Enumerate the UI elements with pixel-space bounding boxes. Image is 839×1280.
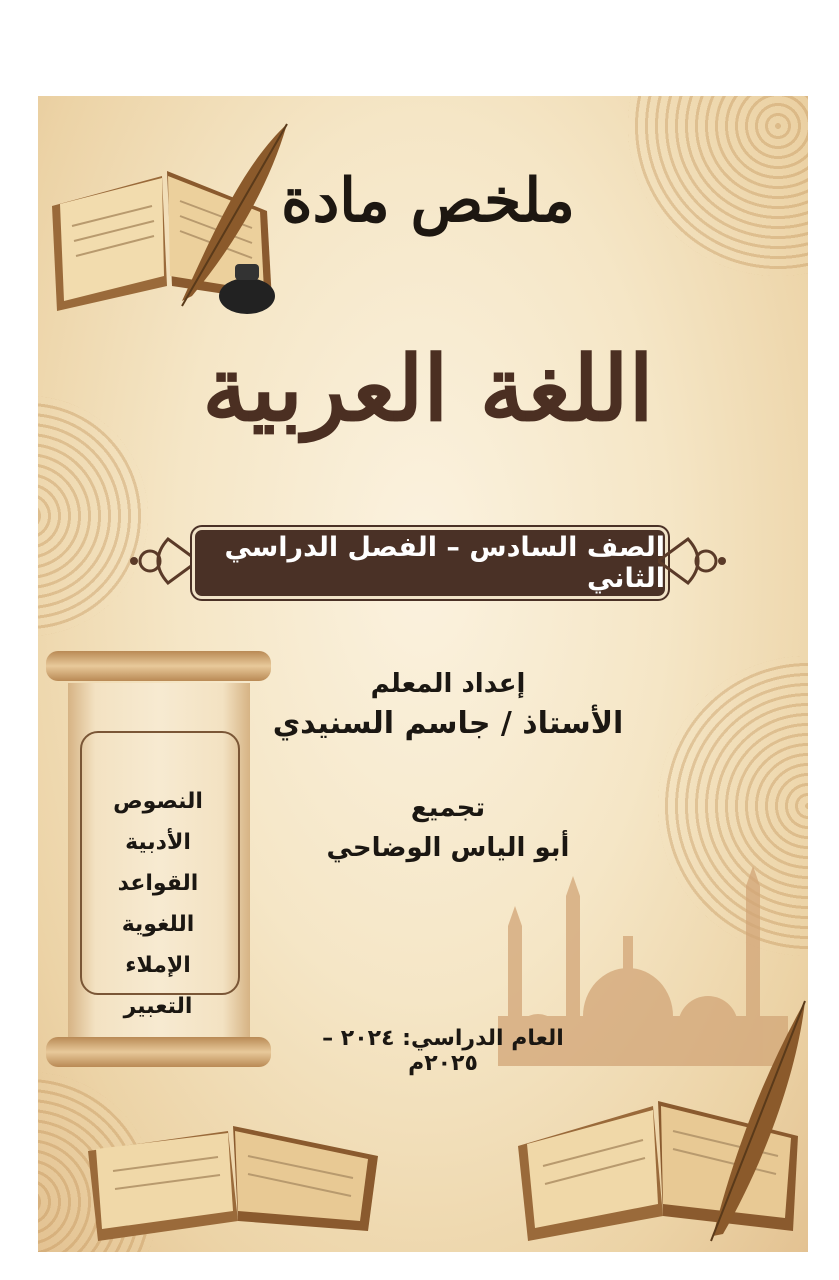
book-quill-icon (42, 116, 302, 316)
academic-year: العام الدراسي: ٢٠٢٤ – ٢٠٢٥م (322, 1026, 564, 1076)
cover-page (38, 96, 808, 1252)
scroll-rod (46, 1037, 271, 1067)
topics-list (80, 781, 236, 1027)
topic-item: القواعد اللغوية (117, 871, 199, 937)
teacher-name: الأستاذ / جاسم السنيدي (272, 706, 624, 741)
arabesque-ornament-icon (128, 531, 198, 591)
book-icon (68, 1081, 398, 1241)
compiler-name: أبو الياس الوضاحي (326, 833, 570, 863)
credits-block (268, 666, 628, 870)
prepared-by-label: إعداد المعلم (370, 669, 526, 699)
mandala-ornament (628, 96, 808, 276)
topics-scroll (46, 651, 271, 1071)
topic-item: النصوص الأدبية (113, 789, 203, 855)
arabesque-ornament-icon (658, 531, 728, 591)
book-quill-icon (513, 996, 808, 1246)
grade-semester-label: الصف السادس – الفصل الدراسي الثاني (192, 527, 668, 599)
topic-item: التعبير (123, 994, 193, 1019)
grade-banner (128, 521, 728, 601)
subject-summary-label: ملخص مادة (281, 166, 575, 236)
scroll-rod (46, 651, 271, 681)
scroll-parchment (68, 683, 250, 1039)
page-title: اللغة العربية (202, 336, 654, 442)
topic-item: الإملاء (125, 953, 191, 978)
compiled-by-label: تجميع (410, 793, 486, 823)
